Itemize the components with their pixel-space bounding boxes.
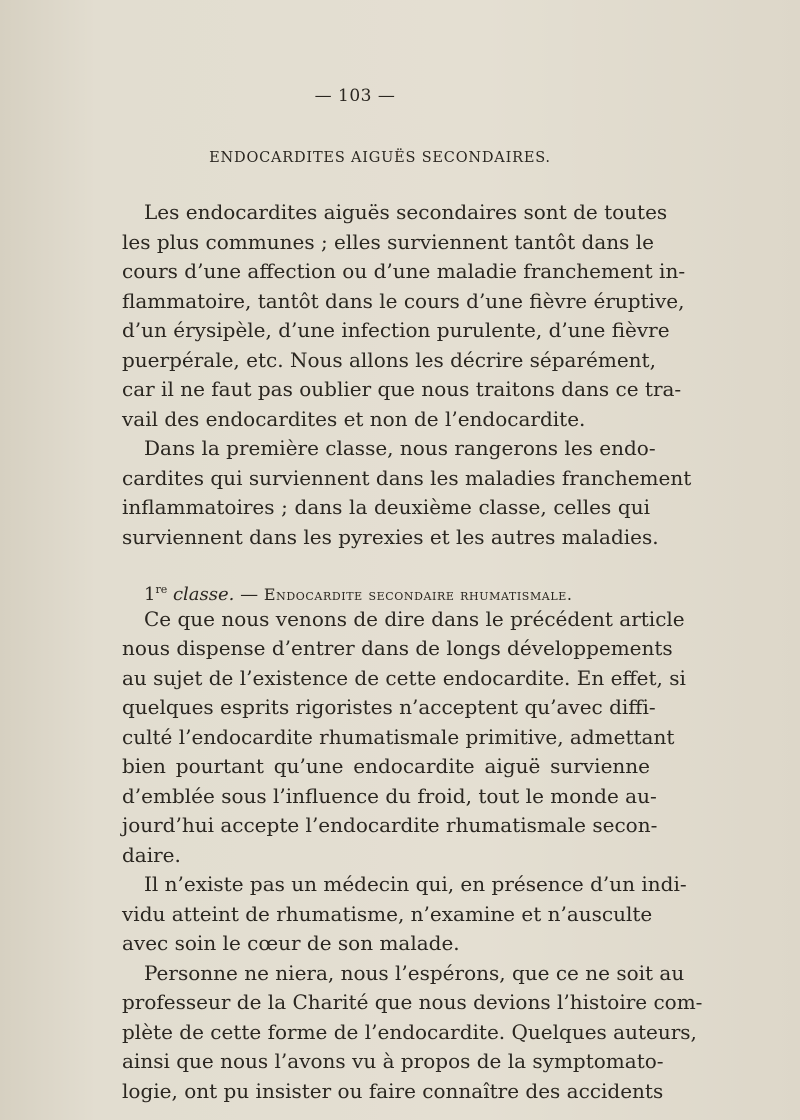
text-line: plète de cette forme de l’endocardite. Quelques auteurs, — [122, 1019, 697, 1044]
text-line: Personne ne niera, nous l’espérons, que ce ne soit au — [144, 960, 685, 985]
text-line: logie, ont pu insister ou faire connaître des accidents — [122, 1078, 664, 1103]
text-line: Il n’existe pas un médecin qui, en présence d’un indi- — [144, 872, 687, 896]
paragraph-3 — [122, 605, 686, 871]
text-line: quelques esprits rigoristes n’acceptent qu’avec diffi- — [122, 695, 656, 719]
spacer — [122, 552, 650, 575]
text-line: Dans la première classe, nous rangerons les endo- — [144, 436, 656, 460]
text-line: avec soin le cœur de son malade. — [122, 931, 460, 955]
text-line: surviennent dans les pyrexies et les autres maladies. — [122, 524, 659, 549]
text-line: vidu atteint de rhumatisme, n’examine et n’ausculte — [122, 901, 653, 926]
text-line: d’un érysipèle, d’une infection purulente, d’une fièvre — [122, 318, 670, 342]
classe-word: classe. — [172, 584, 235, 605]
text-line: cardites qui surviennent dans les maladies franchement — [122, 465, 692, 490]
text-line: culté l’endocardite rhumatismale primitive, admettant — [122, 724, 675, 749]
text-line: les plus communes ; elles surviennent tantôt dans le — [122, 229, 655, 254]
text-line: d’emblée sous l’influence du froid, tout le monde au- — [122, 783, 657, 808]
paragraph-4 — [122, 870, 687, 959]
text-line: inflammatoires ; dans la deuxième classe, celles qui — [122, 495, 650, 519]
text-line: daire. — [122, 842, 181, 867]
classe-heading — [122, 575, 650, 605]
page-body — [122, 198, 703, 1106]
paragraph-1 — [122, 198, 686, 434]
classe-number: 1 — [144, 584, 156, 605]
text-line: au sujet de l’existence de cette endocardite. En effet, si — [122, 665, 686, 690]
text-line: jourd’hui accepte l’endocardite rhumatismale secon- — [122, 813, 658, 837]
text-line: Les endocardites aiguës secondaires sont de toutes — [144, 200, 668, 224]
text-line: nous dispense d’entrer dans de longs développements — [122, 636, 673, 660]
text-line: cours d’une affection ou d’une maladie franchement in- — [122, 259, 686, 283]
paragraph-5 — [122, 959, 703, 1107]
text-line: professeur de la Charité que nous devions l’histoire com- — [122, 990, 703, 1014]
text-line: vail des endocardites et non de l’endocardite. — [122, 406, 586, 431]
text-line: bien pourtant qu’une endocardite aiguë survienne — [122, 754, 650, 778]
page-number: — 103 — — [314, 86, 396, 106]
section-heading: ENDOCARDITES AIGUËS SECONDAIRES. — [209, 150, 551, 166]
text-line: Ce que nous venons de dire dans le précédent article — [144, 606, 685, 631]
text-line: ainsi que nous l’avons vu à propos de la symptomato- — [122, 1049, 664, 1073]
text-line: car il ne faut pas oublier que nous traitons dans ce tra- — [122, 377, 682, 401]
paragraph-2 — [122, 434, 692, 552]
classe-title: Endocardite secondaire rhumatismale. — [263, 585, 573, 604]
text-line: flammatoire, tantôt dans le cours d’une fièvre éruptive, — [122, 288, 685, 313]
classe-number-sup: re — [155, 583, 168, 596]
classe-dash: — — [234, 584, 264, 605]
text-line: puerpérale, etc. Nous allons les décrire séparément, — [122, 347, 656, 372]
